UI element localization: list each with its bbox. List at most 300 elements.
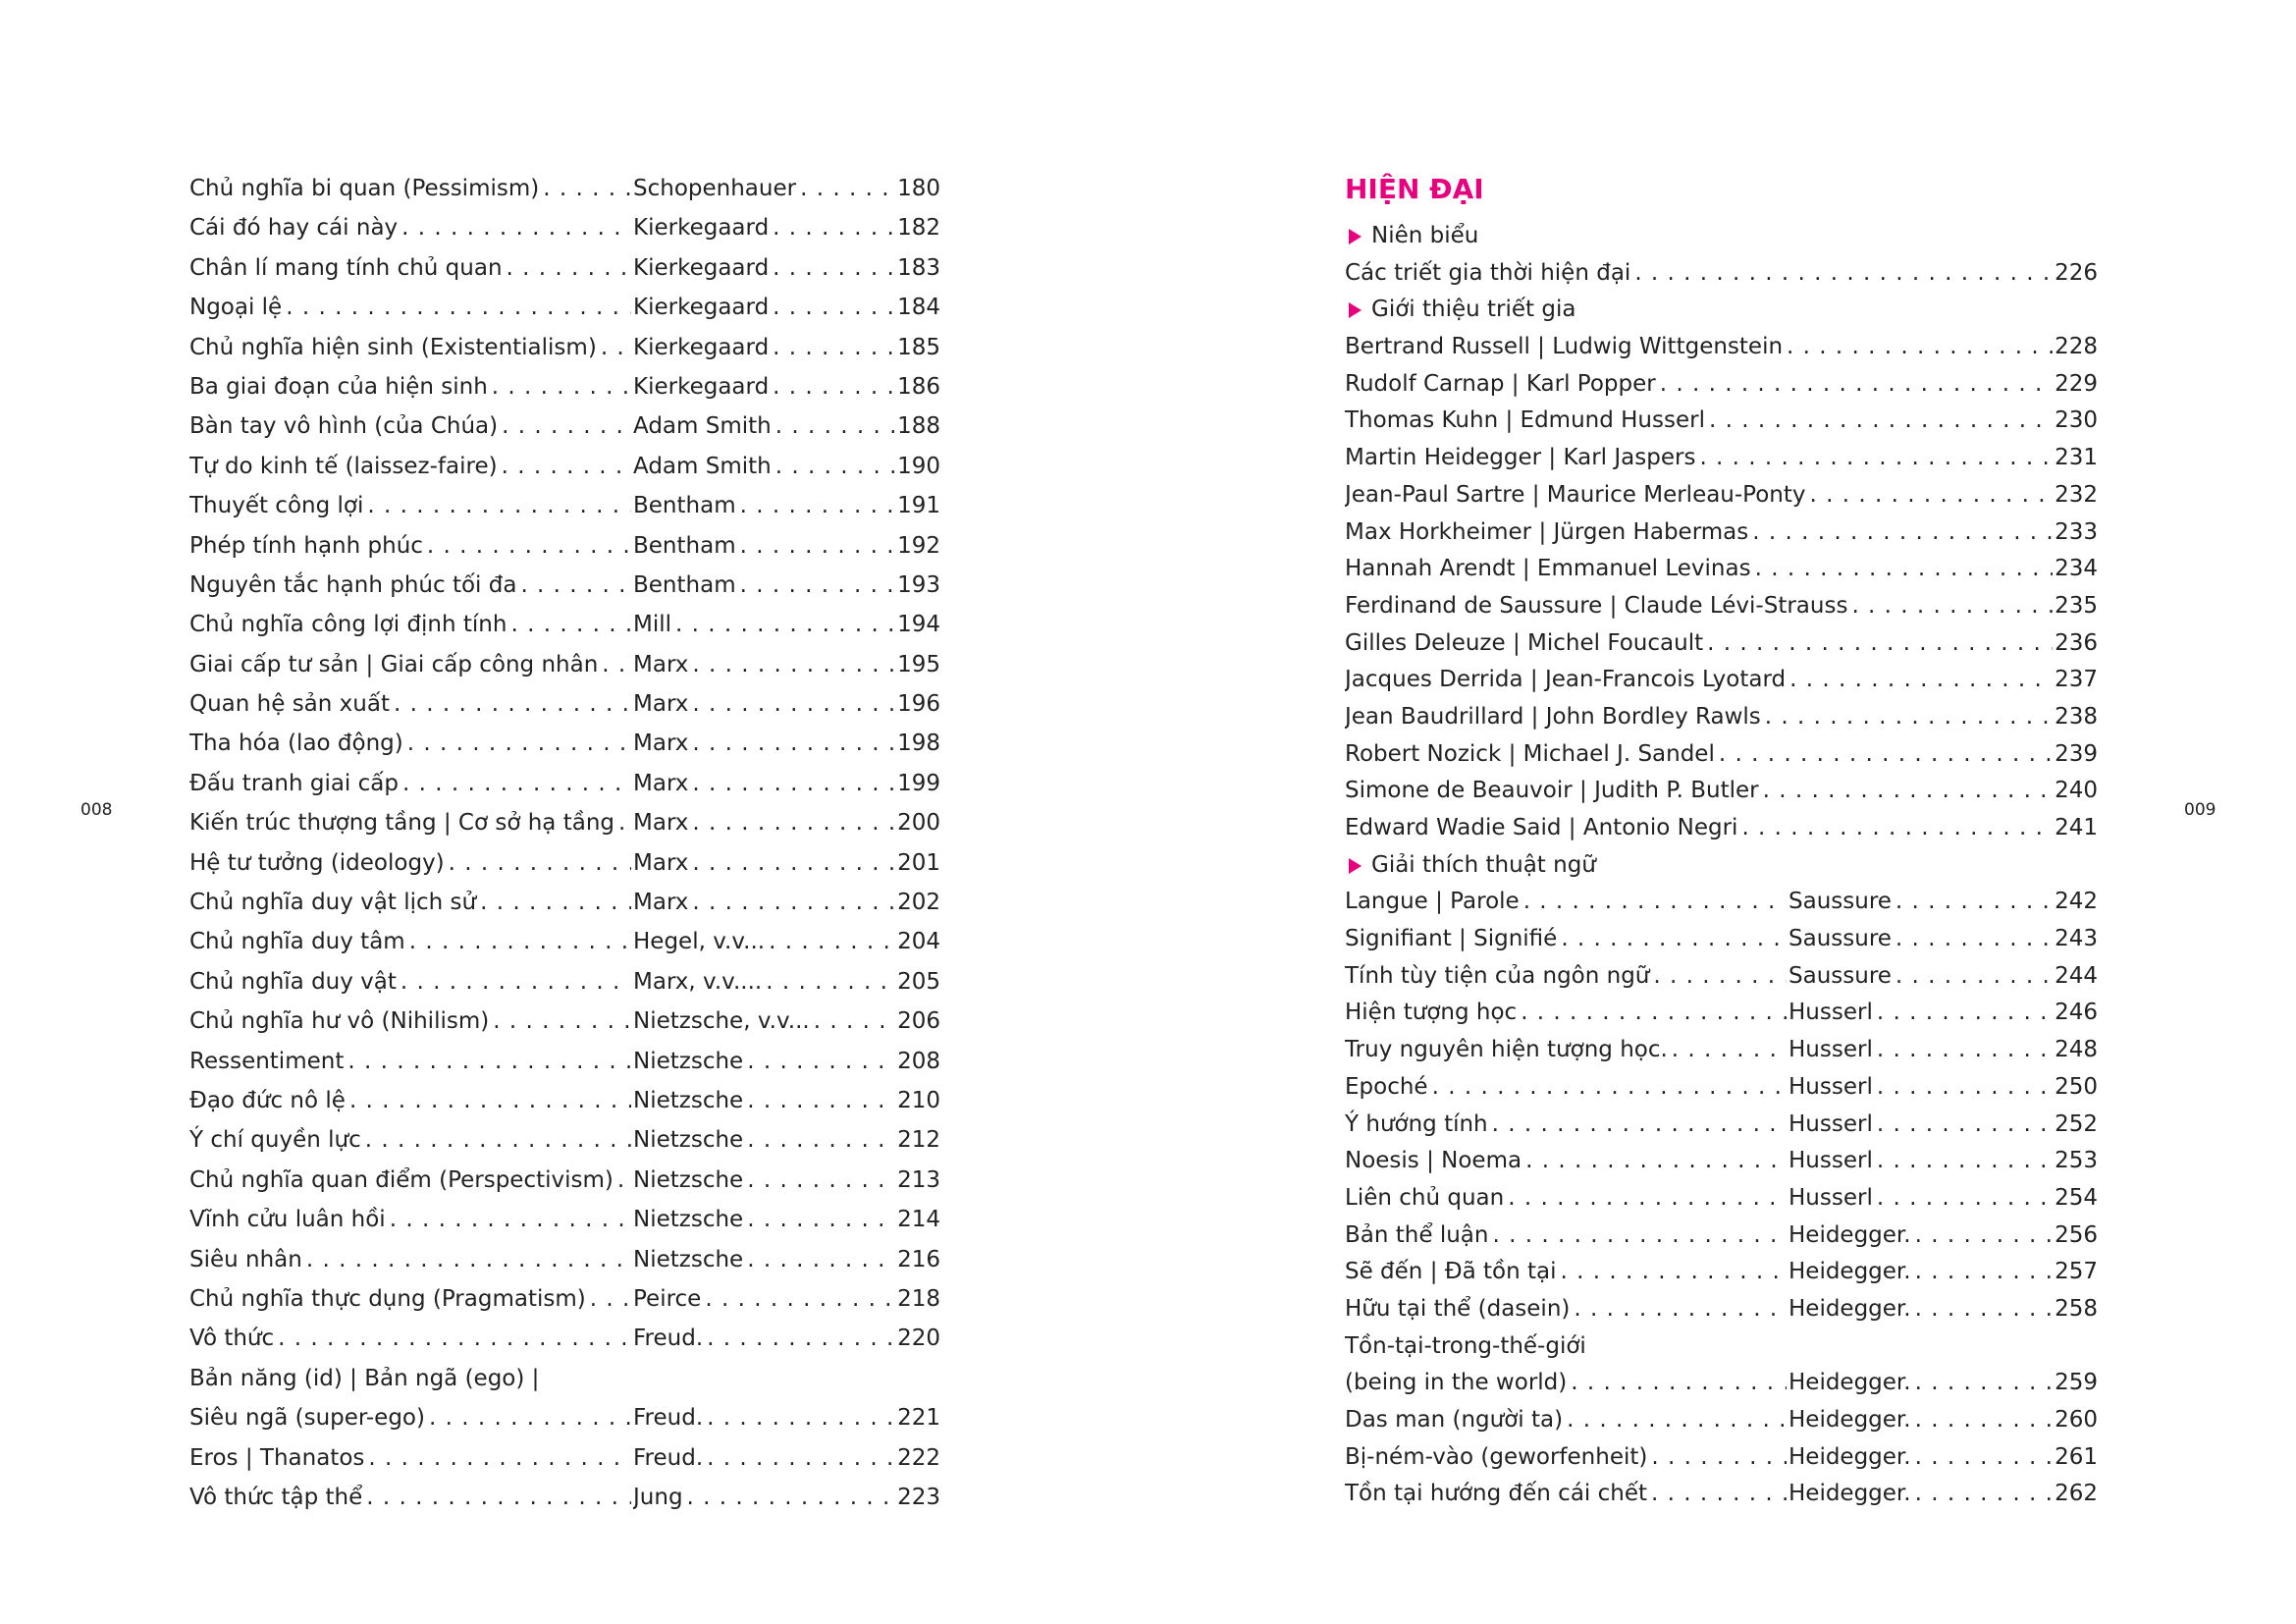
entry-topic-group <box>189 1438 633 1478</box>
entry-title-group <box>1345 403 2055 440</box>
entry-page: 220 <box>897 1326 940 1352</box>
entry-title: Jean Baudrillard | John Bordley Rawls <box>1345 703 1761 730</box>
terms-heading-label: Giải thích thuật ngữ <box>1371 851 1596 878</box>
entry-title-group <box>1345 810 2055 847</box>
dot-leader <box>766 962 895 1001</box>
entry-author-group <box>633 486 897 525</box>
entry-page: 192 <box>897 532 940 559</box>
entry-topic-group <box>189 883 633 922</box>
dot-leader <box>1508 1180 1787 1218</box>
philosopher-entry <box>1345 477 2098 514</box>
entry-author: Nietzsche <box>633 1166 744 1193</box>
entry-topic-group <box>189 1200 633 1239</box>
entry-topic: Vô thức <box>189 1326 275 1352</box>
dot-leader <box>1672 1032 1787 1069</box>
entry-topic-group <box>189 724 633 763</box>
entry-author: Heidegger. <box>1789 1370 1911 1396</box>
entry-topic: Chân lí mang tính chủ quan <box>189 254 503 281</box>
entry-topic: Chủ nghĩa duy tâm <box>189 929 405 955</box>
dot-leader <box>1560 1254 1787 1291</box>
dot-leader <box>773 367 895 406</box>
entry-topic-group <box>189 526 633 566</box>
entry-page: 261 <box>2055 1443 2098 1470</box>
entry-title-group <box>1345 551 2055 588</box>
entry-author-group <box>1789 1218 2055 1255</box>
entry-topic-group <box>189 406 633 446</box>
entry-page: 244 <box>2055 962 2098 989</box>
entry-page: 229 <box>2055 370 2098 397</box>
entry-topic: Eros | Thanatos <box>189 1444 365 1471</box>
entry-topic: Tồn-tại-trong-thế-giới <box>1345 1332 1586 1359</box>
toc-entry <box>189 1001 940 1041</box>
entry-author-group <box>1789 958 2055 996</box>
philosopher-entry <box>1345 699 2098 736</box>
dot-leader <box>707 1398 895 1437</box>
entry-topic: Epoché <box>1345 1073 1428 1100</box>
dot-leader <box>800 169 895 208</box>
toc-entry <box>189 684 940 724</box>
entry-page: 223 <box>897 1484 940 1510</box>
dot-leader <box>365 1120 631 1160</box>
terms-heading <box>1345 847 2098 885</box>
entry-topic: Langue | Parole <box>1345 889 1520 915</box>
entry-author-group <box>633 1001 897 1041</box>
entry-author-group <box>1789 1402 2055 1439</box>
entry-topic-group <box>1345 1032 1789 1069</box>
entry-topic-group <box>1345 1402 1789 1439</box>
entry-page: 213 <box>897 1166 940 1193</box>
dot-leader <box>1521 995 1787 1032</box>
entry-topic-group <box>189 1081 633 1120</box>
entry-page: 241 <box>2055 815 2098 840</box>
dot-leader <box>740 566 895 605</box>
dot-leader <box>1492 1218 1787 1255</box>
entry-author: Nietzsche <box>633 1246 744 1272</box>
entry-author-group <box>1789 921 2055 958</box>
philosopher-entry <box>1345 625 2098 663</box>
entry-topic-group <box>1345 1254 1789 1291</box>
entry-page: 242 <box>2055 889 2098 915</box>
entry-topic: Hữu tại thể (dasein) <box>1345 1295 1571 1322</box>
entry-topic-group <box>189 1161 633 1200</box>
entry-page: 198 <box>897 731 940 757</box>
dot-leader <box>1877 1069 2053 1107</box>
toc-entry <box>1345 1254 2098 1291</box>
entry-topic: Chủ nghĩa duy vật <box>189 968 397 995</box>
entry-author-group <box>633 724 897 763</box>
entry-title-group <box>1345 662 2055 699</box>
dot-leader <box>769 922 895 961</box>
toc-entry <box>189 248 940 288</box>
entry-topic-group <box>189 447 633 486</box>
section-title: HIỆN ĐẠI <box>1345 173 1484 205</box>
entry-author-group <box>633 803 897 842</box>
dot-leader <box>1851 588 2053 625</box>
dot-leader <box>520 566 631 605</box>
entry-topic-group <box>189 169 633 208</box>
entry-author-group <box>1789 1365 2055 1402</box>
entry-author: Freud. <box>633 1326 704 1352</box>
entry-topic: Chủ nghĩa hư vô (Nihilism) <box>189 1008 490 1035</box>
entry-page: 188 <box>897 413 940 440</box>
entry-page: 237 <box>2055 667 2098 693</box>
dot-leader <box>1787 329 2053 366</box>
entry-topic: Bàn tay vô hình (của Chúa) <box>189 413 499 440</box>
triangle-bullet-icon <box>1349 302 1362 318</box>
dot-leader <box>510 605 631 644</box>
intro-heading-label: Giới thiệu triết gia <box>1371 297 1576 323</box>
entry-page: 199 <box>897 770 940 796</box>
dot-leader <box>1915 1402 2054 1439</box>
entry-topic-group <box>1345 1180 1789 1218</box>
toc-entry <box>1345 1107 2098 1144</box>
dot-leader <box>1915 1218 2054 1255</box>
dot-leader <box>1877 995 2053 1032</box>
triangle-bullet-icon <box>1349 858 1362 874</box>
entry-author-group <box>633 526 897 566</box>
entry-author: Saussure <box>1789 889 1892 915</box>
entry-author: Freud. <box>633 1444 704 1471</box>
entry-topic: (being in the world) <box>1345 1370 1568 1396</box>
entry-author: Marx <box>633 651 689 677</box>
toc-entry <box>189 328 940 367</box>
entry-page: 193 <box>897 571 940 598</box>
entry-page: 228 <box>2055 334 2098 360</box>
entry-author-group <box>633 1120 897 1160</box>
entry-author: Saussure <box>1789 926 1892 952</box>
entry-topic: Hệ tư tưởng (ideology) <box>189 849 445 876</box>
entry-title-group <box>1345 699 2055 736</box>
entry-author-group <box>633 1081 897 1120</box>
toc-entry <box>189 843 940 883</box>
entry-author-group <box>633 922 897 961</box>
toc-entry <box>1345 1476 2098 1513</box>
entry-page: 205 <box>897 968 940 995</box>
philosopher-entry <box>1345 440 2098 477</box>
entry-author-group <box>633 367 897 406</box>
dot-leader <box>368 1438 631 1478</box>
entry-page: 210 <box>897 1087 940 1113</box>
entry-page: 212 <box>897 1127 940 1154</box>
timeline-heading-label: Niên biểu <box>1371 223 1479 248</box>
entry-topic-group <box>189 566 633 605</box>
dot-leader <box>492 367 631 406</box>
entry-author-group <box>1789 1254 2055 1291</box>
entry-author-group <box>633 684 897 724</box>
dot-leader <box>692 803 895 842</box>
entry-title: Jean-Paul Sartre | Maurice Merleau-Ponty <box>1345 481 1806 508</box>
dot-leader <box>747 1200 895 1239</box>
entry-title-group <box>1345 588 2055 625</box>
toc-entry <box>189 883 940 922</box>
entry-author-group <box>1789 1107 2055 1144</box>
entry-author: Marx, v.v.... <box>633 968 763 995</box>
entry-author: Heidegger. <box>1789 1481 1911 1507</box>
entry-topic: Tồn tại hướng đến cái chết <box>1345 1481 1648 1507</box>
entry-page: 259 <box>2055 1370 2098 1396</box>
entry-author: Marx <box>633 810 689 837</box>
dot-leader <box>1741 810 2053 847</box>
entry-topic-group <box>189 288 633 327</box>
entry-author-group <box>633 883 897 922</box>
entry-topic: Thuyết công lợi <box>189 493 364 519</box>
entry-topic-group <box>189 1279 633 1319</box>
dot-leader <box>449 843 631 883</box>
dot-leader <box>400 962 631 1001</box>
entry-page: 183 <box>897 254 940 281</box>
toc-entry <box>1345 1143 2098 1180</box>
entry-topic: Cái đó hay cái này <box>189 215 399 242</box>
entry-topic-group <box>1345 1143 1789 1180</box>
entry-page: 231 <box>2055 445 2098 471</box>
dot-leader <box>367 486 631 525</box>
entry-author: Nietzsche <box>633 1127 744 1154</box>
entry-author: Bentham <box>633 493 736 519</box>
entry-author-group <box>633 1240 897 1279</box>
entry-topic: Phép tính hạnh phúc <box>189 532 423 559</box>
entry-topic-group <box>189 803 633 842</box>
entry-author-group <box>633 1478 897 1517</box>
toc-entry <box>189 1398 940 1437</box>
entry-topic-group <box>1345 1476 1789 1513</box>
entry-topic: Sẽ đến | Đã tồn tại <box>1345 1259 1557 1285</box>
dot-leader <box>707 1438 895 1478</box>
dot-leader <box>1752 514 2053 552</box>
entry-author: Kierkegaard <box>633 254 770 281</box>
dot-leader <box>747 1081 895 1120</box>
dot-leader <box>675 605 895 644</box>
entry-page: 260 <box>2055 1407 2098 1433</box>
entry-page: 191 <box>897 493 940 519</box>
entry-topic-group <box>189 645 633 684</box>
entry-author: Kierkegaard <box>633 215 770 242</box>
entry-author-group <box>633 566 897 605</box>
entry-topic-group <box>189 248 633 288</box>
entry-page: 208 <box>897 1048 940 1074</box>
toc-entry <box>189 288 940 327</box>
entry-page: 262 <box>2055 1481 2098 1507</box>
toc-entry <box>189 1081 940 1120</box>
dot-leader <box>1765 699 2053 736</box>
entry-title-group <box>1345 329 2055 366</box>
toc-entry <box>189 406 940 446</box>
entry-topic: Ngoại lệ <box>189 295 283 321</box>
toc-entry <box>1345 1402 2098 1439</box>
entry-author: Bentham <box>633 532 736 559</box>
toc-entry <box>1345 1218 2098 1255</box>
entry-topic: Quan hệ sản xuất <box>189 691 390 718</box>
entry-author: Heidegger. <box>1789 1221 1911 1248</box>
entry-author-group <box>1789 1180 2055 1218</box>
entry-author: Kierkegaard <box>633 334 770 360</box>
entry-author: Heidegger. <box>1789 1259 1911 1285</box>
dot-leader <box>347 1042 631 1081</box>
entry-topic: Signifiant | Signifié <box>1345 926 1558 952</box>
dot-leader <box>366 1478 631 1517</box>
entry-author: Kierkegaard <box>633 373 770 400</box>
entry-topic: Chủ nghĩa hiện sinh (Existentialism) <box>189 334 597 360</box>
entry-title: Robert Nozick | Michael J. Sandel <box>1345 740 1715 767</box>
dot-leader <box>775 447 895 486</box>
entry-page: 238 <box>2055 703 2098 730</box>
entry-page: 184 <box>897 295 940 321</box>
entry-topic: Tính tùy tiện của ngôn ngữ <box>1345 962 1650 989</box>
dot-leader <box>1699 440 2053 477</box>
entry-title: Simone de Beauvoir | Judith P. Butler <box>1345 778 1759 804</box>
dot-leader <box>618 803 631 842</box>
philosopher-entry <box>1345 514 2098 552</box>
entry-author-group <box>633 1398 897 1437</box>
entry-author: Husserl <box>1789 1184 1873 1211</box>
dot-leader <box>773 288 895 327</box>
entry-topic-group <box>189 208 633 247</box>
toc-entry <box>189 1478 940 1517</box>
philosophers-list <box>1345 329 2098 847</box>
dot-leader <box>427 526 631 566</box>
entry-topic-group <box>189 328 633 367</box>
entry-page: 190 <box>897 453 940 479</box>
philosopher-entry <box>1345 329 2098 366</box>
dot-leader <box>1567 1402 1787 1439</box>
entry-topic-group <box>1345 1365 1789 1402</box>
entry-author-group <box>633 1042 897 1081</box>
entry-topic: Chủ nghĩa thực dụng (Pragmatism) <box>189 1285 586 1312</box>
toc-entry <box>189 1438 940 1478</box>
entry-author: Marx <box>633 731 689 757</box>
entry-author: Nietzsche <box>633 1048 744 1074</box>
triangle-bullet-icon <box>1349 229 1362 244</box>
dot-leader <box>692 883 895 922</box>
entry-author-group <box>633 1319 897 1358</box>
dot-leader <box>402 764 631 803</box>
entry-page: 239 <box>2055 740 2098 767</box>
entry-topic: Chủ nghĩa duy vật lịch sử <box>189 890 477 916</box>
entry-page: 248 <box>2055 1037 2098 1063</box>
entry-author: Nietzsche <box>633 1207 744 1233</box>
toc-entry <box>189 526 940 566</box>
entry-topic-group <box>189 605 633 644</box>
entry-topic-group <box>189 1240 633 1279</box>
entry-page: 240 <box>2055 778 2098 804</box>
dot-leader <box>1525 1143 1787 1180</box>
dot-leader <box>773 248 895 288</box>
entry-author: Marx <box>633 770 689 796</box>
dot-leader <box>1896 884 2053 921</box>
dot-leader <box>493 1001 631 1041</box>
dot-leader <box>401 208 631 247</box>
entry-topic: Vô thức tập thể <box>189 1484 363 1510</box>
dot-leader <box>543 169 631 208</box>
entry-author: Mill <box>633 612 672 638</box>
entry-page: 202 <box>897 890 940 916</box>
dot-leader <box>1634 255 2053 293</box>
entry-author-group <box>633 288 897 327</box>
entry-title: Edward Wadie Said | Antonio Negri <box>1345 815 1738 840</box>
entry-author-group <box>1789 1291 2055 1328</box>
entry-page: 243 <box>2055 926 2098 952</box>
entry-topic: Tha hóa (lao động) <box>189 731 403 757</box>
entry-author: Nietzsche, v.v... <box>633 1008 810 1035</box>
toc-entry <box>189 1120 940 1160</box>
dot-leader <box>1523 884 1787 921</box>
dot-leader <box>502 406 631 446</box>
dot-leader <box>1896 958 2053 996</box>
entry-author: Husserl <box>1789 1110 1873 1137</box>
entry-topic: Tự do kinh tế (laissez-faire) <box>189 453 498 479</box>
toc-entry <box>189 566 940 605</box>
toc-entry <box>189 922 940 961</box>
timeline-entry-page: 226 <box>2055 259 2098 286</box>
timeline-entry <box>1345 255 2098 293</box>
entry-page: 246 <box>2055 1000 2098 1026</box>
entry-title-group <box>1345 625 2055 663</box>
terms-list <box>1345 884 2098 1513</box>
entry-page: 206 <box>897 1008 940 1035</box>
dot-leader <box>1915 1439 2054 1477</box>
entry-topic-group <box>189 962 633 1001</box>
entry-topic-group <box>189 684 633 724</box>
left-page-number: 008 <box>80 800 113 820</box>
entry-author-group <box>633 1438 897 1478</box>
entry-topic: Đạo đức nô lệ <box>189 1087 346 1113</box>
entry-topic: Liên chủ quan <box>1345 1184 1505 1211</box>
entry-title: Ferdinand de Saussure | Claude Lévi-Strauss <box>1345 592 1848 619</box>
entry-topic: Ý chí quyền lực <box>189 1127 361 1154</box>
entry-topic-group <box>189 1120 633 1160</box>
toc-entry <box>1345 995 2098 1032</box>
dot-leader <box>1877 1107 2053 1144</box>
entry-page: 195 <box>897 651 940 677</box>
entry-page: 252 <box>2055 1110 2098 1137</box>
entry-page: 234 <box>2055 556 2098 582</box>
dot-leader <box>480 883 631 922</box>
entry-topic-group <box>1345 958 1789 996</box>
entry-title-group <box>1345 366 2055 404</box>
philosopher-entry <box>1345 366 2098 404</box>
dot-leader <box>278 1319 631 1358</box>
toc-entry <box>189 1240 940 1279</box>
toc-entry <box>1345 1439 2098 1477</box>
entry-page: 258 <box>2055 1295 2098 1322</box>
toc-entry <box>189 367 940 406</box>
entry-author: Nietzsche <box>633 1087 744 1113</box>
dot-leader <box>1755 551 2054 588</box>
entry-title: Bertrand Russell | Ludwig Wittgenstein <box>1345 334 1784 360</box>
entry-author: Marx <box>633 849 689 876</box>
dot-leader <box>1877 1180 2053 1218</box>
dot-leader <box>507 248 631 288</box>
entry-author-group <box>633 1200 897 1239</box>
entry-topic-group <box>1345 1439 1789 1477</box>
philosopher-entry <box>1345 662 2098 699</box>
entry-author-group <box>1789 884 2055 921</box>
toc-entry <box>1345 1032 2098 1069</box>
entry-page: 235 <box>2055 592 2098 619</box>
entry-page: 254 <box>2055 1184 2098 1211</box>
dot-leader <box>601 328 631 367</box>
toc-entry <box>1345 1180 2098 1218</box>
entry-page: 182 <box>897 215 940 242</box>
dot-leader <box>1651 1439 1787 1477</box>
entry-topic: Kiến trúc thượng tầng | Cơ sở hạ tầng <box>189 810 614 837</box>
entry-author-group <box>633 328 897 367</box>
entry-author: Heidegger. <box>1789 1295 1911 1322</box>
toc-entry <box>189 1319 940 1358</box>
dot-leader <box>390 1200 631 1239</box>
entry-topic: Bản thể luận <box>1345 1221 1489 1248</box>
entry-page: 230 <box>2055 407 2098 434</box>
dot-leader <box>692 724 895 763</box>
